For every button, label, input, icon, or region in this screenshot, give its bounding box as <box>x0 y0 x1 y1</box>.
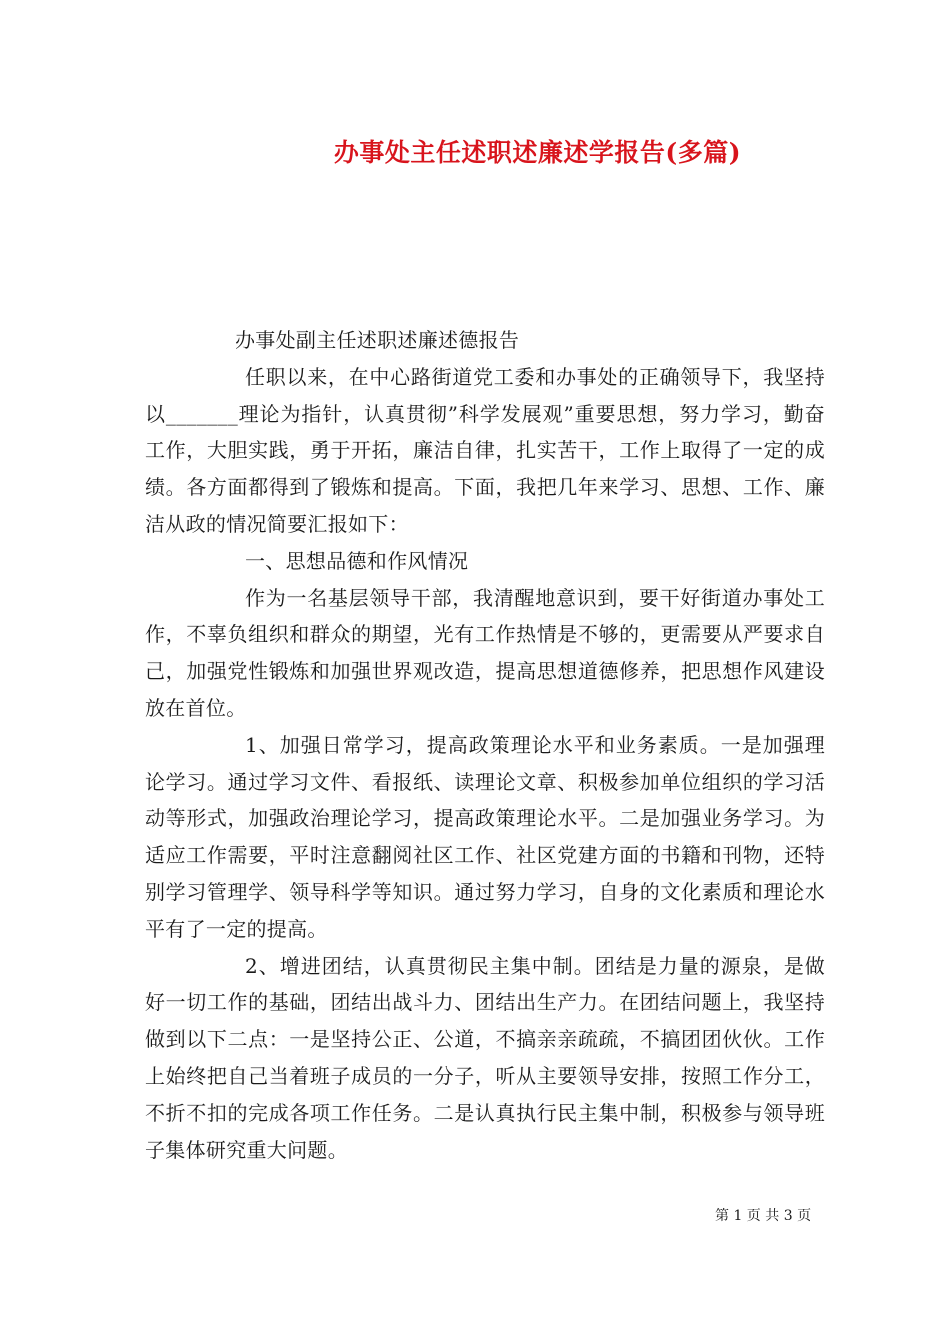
paragraph-study: 1、加强日常学习，提高政策理论水平和业务素质。一是加强理论学习。通过学习文件、看报纸、读理论文章、积极参加单位组织的学习活动等形式，加强政治理论学习，提高政策理论水平。二是加强业务学习。为适应工作需要，平时注意翻阅社区工作、社区党建方面的书籍和刊物，还特别学习管理学、领导科学等知识。通过努力学习，自身的文化素质和理论水平有了一定的提高。 <box>145 732 825 941</box>
document-title: 办事处主任述职述廉述学报告(多篇) <box>333 138 742 167</box>
page-footer: 第 1 页 共 3 页 <box>715 1208 812 1224</box>
document-subtitle: 办事处副主任述职述廉述德报告 <box>235 328 520 352</box>
paragraph-unity: 2、增进团结，认真贯彻民主集中制。团结是力量的源泉，是做好一切工作的基础，团结出战斗力、团结出生产力。在团结问题上，我坚持做到以下二点：一是坚持公正、公道，不搞亲亲疏疏，不搞团团伙伙。工作上始终把自己当着班子成员的一分子，听从主要领导安排，按照工作分工，不折不扣的完成各项工作任务。二是认真执行民主集中制，积极参与领导班子集体研究重大问题。 <box>145 953 825 1162</box>
paragraph-thought: 作为一名基层领导干部，我清醒地意识到，要干好街道办事处工作，不辜负组织和群众的期望，光有工作热情是不够的，更需要从严要求自己，加强党性锻炼和加强世界观改造，提高思想道德修养，把思想作风建设放在首位。 <box>145 585 825 720</box>
document-body <box>145 322 825 1168</box>
section-heading: 一、思想品德和作风情况 <box>245 548 469 573</box>
paragraph-intro: 任职以来，在中心路街道党工委和办事处的正确领导下，我坚持以_______理论为指针，认真贯彻”科学发展观”重要思想，努力学习，勤奋工作，大胆实践，勇于开拓，廉洁自律，扎实苦干，工作上取得了一定的成绩。各方面都得到了锻炼和提高。下面，我把几年来学习、思想、工作、廉洁从政的情况简要汇报如下： <box>145 364 825 536</box>
